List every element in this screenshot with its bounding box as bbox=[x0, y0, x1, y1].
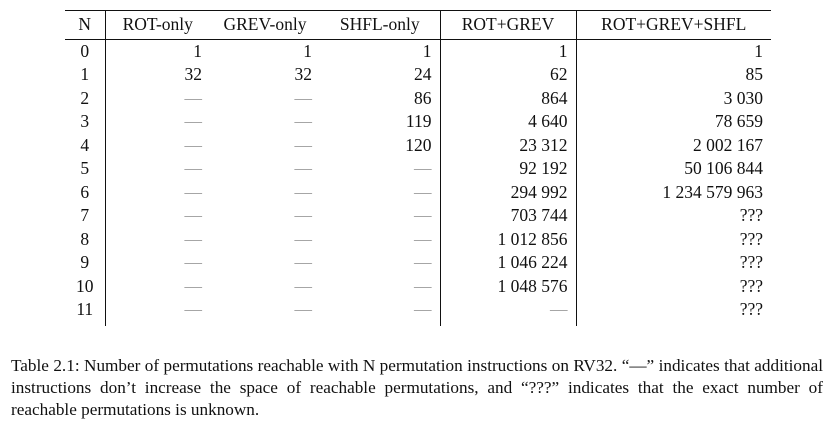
cell-grev-only: 32 bbox=[294, 64, 312, 84]
table-row bbox=[65, 87, 771, 111]
cell-grev-only: — bbox=[294, 205, 312, 225]
cell-grev-only: 1 bbox=[303, 40, 312, 61]
cell-grev-only: — bbox=[294, 111, 312, 131]
header-shfl-only: SHFL-only bbox=[320, 11, 440, 40]
cell-rot-grev-shfl: ??? bbox=[739, 275, 763, 296]
table-row bbox=[65, 228, 771, 252]
cell-n: 10 bbox=[65, 275, 105, 299]
cell-rot-grev: 1 048 576 bbox=[440, 275, 576, 299]
cell-n: 1 bbox=[65, 63, 105, 87]
table-row bbox=[65, 110, 771, 134]
cell-grev-only: — bbox=[294, 275, 312, 296]
cell-n: 11 bbox=[65, 298, 105, 326]
cell-shfl-only: — bbox=[320, 275, 440, 299]
cell-rot-grev: 294 992 bbox=[440, 181, 576, 205]
cell-grev-only: — bbox=[294, 252, 312, 272]
header-rot-grev-shfl: ROT+GREV+SHFL bbox=[576, 11, 771, 40]
cell-rot-only: — bbox=[184, 181, 202, 202]
table-row bbox=[65, 275, 771, 299]
cell-rot-grev-shfl: 3 030 bbox=[723, 87, 763, 108]
cell-n: 2 bbox=[65, 87, 105, 111]
cell-grev-only: — bbox=[294, 87, 312, 108]
cell-rot-grev: 1 012 856 bbox=[440, 228, 576, 252]
cell-rot-only: — bbox=[184, 275, 202, 296]
table-row bbox=[65, 204, 771, 228]
cell-rot-grev: 864 bbox=[440, 87, 576, 111]
table-row bbox=[65, 298, 771, 326]
cell-shfl-only: — bbox=[320, 251, 440, 275]
cell-shfl-only: 86 bbox=[320, 87, 440, 111]
cell-rot-only: — bbox=[184, 205, 202, 225]
cell-shfl-only: 1 bbox=[320, 39, 440, 63]
caption-label: Table 2.1: bbox=[11, 356, 80, 375]
cell-rot-only: — bbox=[184, 134, 202, 155]
cell-n: 5 bbox=[65, 157, 105, 181]
header-rot-only: ROT-only bbox=[105, 11, 210, 40]
permutations-table bbox=[65, 10, 771, 326]
cell-shfl-only: — bbox=[320, 228, 440, 252]
cell-rot-only: 32 bbox=[184, 64, 202, 84]
table-header-row bbox=[65, 11, 771, 40]
header-rot-grev: ROT+GREV bbox=[440, 11, 576, 40]
cell-rot-grev-shfl: ??? bbox=[739, 299, 763, 319]
cell-shfl-only: 119 bbox=[320, 110, 440, 134]
cell-rot-only: 1 bbox=[193, 40, 202, 61]
table-caption bbox=[11, 355, 823, 421]
table-row bbox=[65, 39, 771, 63]
caption-text: Number of permutations reachable with N permutation instructions on RV32. “—” indicates that additional instructions don’t increase the space of reachable permutations, and “???” indicates that the exact number of reachable permutations is unknown. bbox=[11, 356, 824, 419]
cell-rot-grev-shfl: 2 002 167 bbox=[693, 134, 763, 155]
cell-shfl-only: — bbox=[320, 181, 440, 205]
cell-rot-grev: — bbox=[440, 298, 576, 326]
cell-rot-only: — bbox=[184, 228, 202, 249]
cell-n: 9 bbox=[65, 251, 105, 275]
table-row bbox=[65, 181, 771, 205]
cell-rot-only: — bbox=[184, 111, 202, 131]
permutations-table-container bbox=[65, 10, 771, 326]
cell-n: 6 bbox=[65, 181, 105, 205]
cell-rot-grev-shfl: 85 bbox=[745, 64, 763, 84]
cell-rot-grev: 4 640 bbox=[440, 110, 576, 134]
cell-n: 0 bbox=[65, 39, 105, 63]
cell-rot-grev: 23 312 bbox=[440, 134, 576, 158]
cell-rot-grev: 62 bbox=[440, 63, 576, 87]
cell-rot-grev-shfl: ??? bbox=[739, 228, 763, 249]
table-row bbox=[65, 134, 771, 158]
cell-shfl-only: — bbox=[320, 204, 440, 228]
cell-rot-grev: 1 046 224 bbox=[440, 251, 576, 275]
cell-rot-grev-shfl: 50 106 844 bbox=[684, 158, 763, 178]
cell-rot-grev-shfl: 78 659 bbox=[714, 111, 763, 131]
cell-rot-grev-shfl: ??? bbox=[739, 205, 763, 225]
cell-n: 7 bbox=[65, 204, 105, 228]
cell-n: 3 bbox=[65, 110, 105, 134]
cell-rot-grev-shfl: ??? bbox=[739, 252, 763, 272]
table-row bbox=[65, 251, 771, 275]
table-row bbox=[65, 157, 771, 181]
cell-rot-only: — bbox=[184, 158, 202, 178]
cell-n: 4 bbox=[65, 134, 105, 158]
header-grev-only: GREV-only bbox=[210, 11, 320, 40]
cell-rot-grev: 1 bbox=[440, 39, 576, 63]
cell-grev-only: — bbox=[294, 299, 312, 319]
cell-shfl-only: — bbox=[320, 157, 440, 181]
cell-rot-only: — bbox=[184, 299, 202, 319]
cell-rot-grev-shfl: 1 234 579 963 bbox=[662, 181, 763, 202]
cell-grev-only: — bbox=[294, 134, 312, 155]
cell-rot-grev: 92 192 bbox=[440, 157, 576, 181]
table-body bbox=[65, 39, 771, 326]
cell-rot-grev-shfl: 1 bbox=[754, 40, 763, 61]
cell-shfl-only: 120 bbox=[320, 134, 440, 158]
cell-shfl-only: 24 bbox=[320, 63, 440, 87]
cell-n: 8 bbox=[65, 228, 105, 252]
cell-rot-only: — bbox=[184, 87, 202, 108]
cell-rot-grev: 703 744 bbox=[440, 204, 576, 228]
cell-grev-only: — bbox=[294, 228, 312, 249]
header-n: N bbox=[65, 11, 105, 40]
cell-grev-only: — bbox=[294, 158, 312, 178]
cell-grev-only: — bbox=[294, 181, 312, 202]
table-row bbox=[65, 63, 771, 87]
cell-rot-only: — bbox=[184, 252, 202, 272]
cell-shfl-only: — bbox=[320, 298, 440, 326]
